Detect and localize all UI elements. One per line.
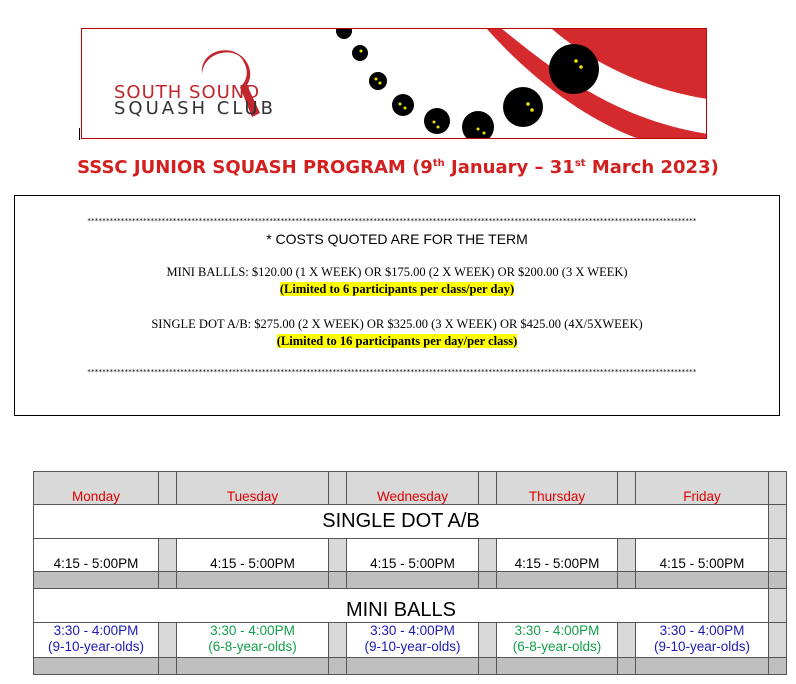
single-dot-time-tuesday: 4:15 - 5:00PM — [177, 539, 329, 572]
cursor-mark — [79, 128, 80, 140]
costs-heading: * COSTS QUOTED ARE FOR THE TERM — [266, 231, 528, 247]
spacer-row-bottom — [34, 658, 787, 675]
single-dot-time-monday: 4:15 - 5:00PM — [34, 539, 159, 572]
day-thursday: Thursday — [497, 472, 618, 505]
logo-text-squash-club: SQUASH CLUB — [114, 98, 276, 119]
program-title: SSSC JUNIOR SQUASH PROGRAM (9th January – 31st March 2023) — [77, 157, 719, 178]
schedule-table — [33, 471, 787, 675]
mini-balls-cost: MINI BALLLS: $120.00 (1 X WEEK) OR $175.00 (2 X WEEK) OR $200.00 (3 X WEEK) — [166, 265, 628, 279]
day-friday: Friday — [636, 472, 769, 505]
single-dot-heading-row — [34, 505, 787, 539]
mini-balls-session-friday: 3:30 - 4:00PM (9-10-year-olds) — [636, 623, 769, 658]
costs-box — [14, 195, 780, 416]
divider-stars-top: ******************************************************************************************************************************************************************** — [87, 217, 697, 225]
day-monday: Monday — [34, 472, 159, 505]
single-dot-heading: SINGLE DOT A/B — [34, 505, 769, 539]
day-tuesday: Tuesday — [177, 472, 329, 505]
mini-balls-sessions-row — [34, 623, 787, 658]
single-dot-time-wednesday: 4:15 - 5:00PM — [347, 539, 479, 572]
spacer-row — [34, 572, 787, 589]
mini-balls-session-thursday: 3:30 - 4:00PM (6-8-year-olds) — [497, 623, 618, 658]
days-header-row — [34, 472, 787, 505]
mini-balls-session-wednesday: 3:30 - 4:00PM (9-10-year-olds) — [347, 623, 479, 658]
mini-balls-limit: (Limited to 6 participants per class/per day) — [279, 282, 515, 296]
single-dot-time-thursday: 4:15 - 5:00PM — [497, 539, 618, 572]
club-banner — [81, 28, 707, 139]
squash-balls-graphic — [336, 29, 599, 139]
divider-stars-bottom: ******************************************************************************************************************************************************************** — [87, 368, 697, 376]
single-dot-cost: SINGLE DOT A/B: $275.00 (2 X WEEK) OR $325.00 (3 X WEEK) OR $425.00 (4X/5XWEEK) — [151, 317, 643, 331]
mini-balls-heading-row — [34, 589, 787, 623]
mini-balls-session-monday: 3:30 - 4:00PM (9-10-year-olds) — [34, 623, 159, 658]
single-dot-time-friday: 4:15 - 5:00PM — [636, 539, 769, 572]
mini-balls-heading: MINI BALLS — [34, 589, 769, 623]
mini-balls-session-tuesday: 3:30 - 4:00PM (6-8-year-olds) — [177, 623, 329, 658]
day-wednesday: Wednesday — [347, 472, 479, 505]
single-dot-times-row — [34, 539, 787, 572]
single-dot-limit: (Limited to 16 participants per day/per class) — [276, 334, 518, 348]
logo-text-south-sound: SOUTH SOUND — [114, 82, 261, 103]
